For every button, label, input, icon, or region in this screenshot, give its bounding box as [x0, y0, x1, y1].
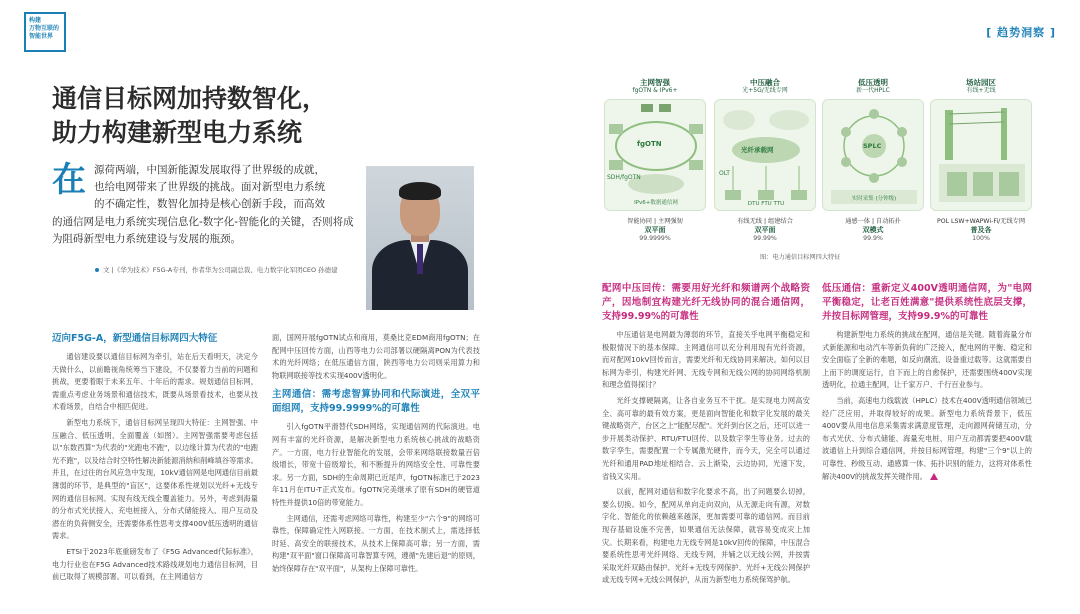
paragraph: [822, 395, 1032, 483]
diagram-zone: [930, 78, 1032, 242]
badge-line: 构建: [29, 17, 42, 24]
zone-feature: POL LSW+WAPWi-Fi/无线专网: [936, 218, 1026, 225]
zone-subtitle: 新一代HPLC: [856, 87, 890, 94]
paragraph: 光纤支撑硬隔离，让各自业务互不干扰。是实现电力网高安全、高可靠的最有效方案，更是面向智能化和数字化发展的最关键战略资产，台区之上"能配尽配"。光纤到台区之后，还可以进一步开展类动保护、RTU/FTU回传、以及数字孪生等业务。过去的数字孪生，需要配置一个专属激光硬件，而今天，完全可以通过光纤和通用PAD地址相结合、云上渐染，云边协同，光速下发，省钱又实用。: [602, 395, 810, 481]
byline-text: 文 |《华为技术》F5G-A专刊，作者华为公司副总裁、电力数字化军团CEO 孙德建: [103, 266, 338, 274]
diagram-zone: [714, 78, 816, 242]
zone-reliability: 100%: [972, 235, 990, 242]
zone-center-label: 光纤承载网: [741, 146, 774, 154]
zone-subtitle: 有线+无线: [966, 87, 996, 94]
target-network-diagram: [604, 78, 1034, 248]
zone-mode: 普及各: [970, 226, 992, 234]
zone-bottom-label: IPv6+数据通信网: [634, 200, 678, 206]
zone-title: 低压透明: [858, 78, 888, 87]
zone-feature: 通感一体 | 自动拓扑: [845, 218, 901, 225]
zone-mode: 双平面: [644, 226, 666, 234]
zone-center-label: SPLC: [863, 142, 882, 150]
byline-bullet-icon: [95, 268, 99, 272]
end-mark-icon: [930, 473, 938, 480]
paragraph: 主网通信，还需考虑网络可靠性，构建至少"六个9"的网络可靠性，保障确定性入网联接。一方面，在技术制式上，需选择低时延、高安全的联接技术，从技术上保障高可靠；另一方面，需构建"双平面"窗口保障高可靠智算专网，遵循"先建后退"的原则，始终保障存在"双平面"，从架构上保障可靠性。: [272, 513, 480, 573]
zone-illustration: [930, 99, 1032, 211]
zone-feature: 有线无线 | 组建结合: [737, 218, 793, 225]
zone-center-label: fgOTN: [637, 140, 662, 148]
zone-title: 中压融合: [750, 78, 780, 87]
article-column-2: [272, 332, 480, 579]
title-line-1: 通信目标网加持数智化，: [52, 84, 328, 113]
zone-subtitle: 光+5G/无线专网: [742, 87, 788, 94]
paragraph: 以前，配网对通信和数字化要求不高，出了问题要么切掉，要么切换。如今，配网从单向走向双向，从无源走向有源，对数字化、智能化的依赖越来越深，更加需要可靠的通信网。而目前现存基础设施不完善，如果通信无法保障，就容易变成灾上加灾。长期来看，构建电力无线专网是10kV回传的保障，中压混合要系统性思考光纤网络、无线专网，并辅之以无线公网，并按需采取光纤双路由保护、光纤+无线专网保护、光纤+无线公网保护或无线专网+无线公网保护，从而为新型电力系统保驾护航。: [602, 487, 810, 585]
section-tag: [ 趋势洞察 ]: [986, 26, 1056, 39]
paragraph: 通信建设要以通信目标网为牵引，站在后天看明天，决定今天做什么，以前瞻视角统筹当下建设，不仅要着力当前的问题和挑战，更要着眼于未来五年、十年后的需求。规划通信目标网，需重点考虑业务场景和通信技术，既要从场景看技术，也要从技术看场景，自结合中相匹促进。: [52, 352, 258, 412]
figure-caption: 图：电力通信目标网四大特征: [760, 254, 841, 261]
zone-illustration: [604, 99, 706, 211]
zone-side-label: OLT: [719, 170, 730, 177]
zone-title: 场站园区: [966, 78, 996, 87]
section-badge: [24, 12, 66, 52]
zone-subtitle: fgOTN & IPv6+: [632, 87, 678, 94]
zone-reliability: 99.99%: [753, 235, 777, 242]
zone-mode: 双平面: [754, 226, 776, 234]
article-column-3: [602, 282, 810, 590]
section-heading: 迈向F5G-A，新型通信目标网四大特征: [52, 333, 218, 344]
zone-reliability: 99.9%: [863, 235, 883, 242]
paragraph: 构建新型电力系统的挑战在配网，通信是关键。随着海量分布式新能源和电动汽车等新负荷的广泛接入，配电网的平衡、稳定和安全面临了全新的难题，如反向潮流、设备重过载等。这就需要自上而下的调度运行，自下而上的自愈保护，还需要围绕400V实现透明化，拉通主配网，让千家万户、千行百业参与。: [822, 330, 1032, 390]
title-line-2: 助力构建新型电力系统: [52, 118, 303, 147]
paragraph-text: 当前，高速电力线载波（HPLC）技术在400V透明通信领域已经广泛应用，并取得较好的成果。新型电力系统背景下，低压400V要从用电信息采集需求满意度管理，走向源网荷储互动，分布式光伏、分布式储能、海量充电桩、用户互动都需要把400V载波通信上升到综合通信网，并按目标网管理，构建"三个9"以上的可靠性、秒级互动、通感算一体、拓扑识别的能力，这将对体系性解决400V的挑战发挥关键作用。: [822, 395, 1032, 481]
diagram-zone: [822, 78, 924, 242]
zone-feature: 智能协同 | 主网强韧: [627, 218, 683, 225]
intro-line: 也给电网带来了世界级的挑战。面对新型电力系统: [94, 181, 325, 193]
paragraph: 引入fgOTN平滑替代SDH网络，实现通信网的代际演进。电网有丰富的光纤资源，是解决新型电力系统核心挑战的战略资产。一方面，电力行业智能化的发展，会带来网络联接数量百倍级增长，带宽十倍级增长，和不断提升的网络安全性、可靠性要求。另一方面，SDH的生命周期已近尾声，fgOTN标准已于2023年11月在ITU-T正式发布。fgOTN完美继承了原有SDH的硬管道特性并提供10倍的带宽能力。: [272, 422, 480, 507]
section-heading: 主网通信：需考虑智算协同和代际演进，全双平面组网，支持99.9999%的可靠性: [272, 389, 480, 415]
zone-title: 主网智强: [640, 78, 670, 87]
zone-bottom-label: 实时采集 (分钟级): [851, 196, 897, 202]
badge-line: 万物互联的: [29, 25, 60, 32]
intro-line: 的不确定性，数智化加持是核心创新手段，而高效: [94, 198, 325, 210]
zone-illustration: [714, 99, 816, 211]
paragraph: ETSI于2023年底重磅发布了《F5G Advanced代际标准》，电力行业也在F5G Advanced技术路线规划电力通信目标网，目前已取得了规模部署。可以看到，在主网通信方: [52, 546, 258, 582]
intro-line: 源荷两端，中国新能源发展取得了世界级的成就，: [94, 164, 325, 176]
article-column-4: [822, 282, 1032, 486]
intro-continuation: 的通信网是电力系统实现信息化-数字化-智能化的关键，否则将成为阻碍新型电力系统建设与发展的瓶颈。: [52, 216, 354, 245]
article-column-1: [52, 332, 258, 587]
badge-line: 智能世界: [29, 33, 54, 40]
byline: [95, 265, 338, 274]
paragraph: 中压通信是电网最为薄弱的环节，直接关乎电网平衡稳定和极限情况下的基本保障。主网通信可以充分利用现有光纤资源，而对配网10kV回传而言，需要光纤和无线协同来解决。如何以目标网为牵引，构建光纤网、无线专网和无线公网的协同网络机制和理念值得探讨？: [602, 330, 810, 390]
page-title: [52, 82, 352, 150]
zone-reliability: 99.9999%: [639, 235, 671, 242]
paragraph: 面，国网开展fgOTN试点和商用，莫桑比克EDM商用fgOTN；在配网中压回传方面，山西等电力公司部署以硬隔离PON为代表技术的光纤网络；在低压通信方面，陕西等电力公司则采用算力和物联网联接等技术实现400V透明化。: [272, 333, 480, 380]
drop-cap: 在: [52, 160, 86, 200]
zone-bottom-label: DTU FTU TTU: [747, 201, 785, 207]
intro-paragraph: [52, 162, 352, 213]
zone-side-label: SDH/fgOTN: [607, 174, 641, 181]
zone-illustration: [822, 99, 924, 211]
paragraph: 新型电力系统下，通信目标网呈现四大特征：主网智强、中压融合、低压透明、全面覆盖（如图）。主网智强需要考虑包括以"东数西算"为代表的"光跑电不跑"，以边缘计算为代表的"电跑光不跑"，以及结合时空特性解决新能源消纳和削峰填谷等需求。并且，在过往的台风应急中发现，10kV通信网是电网通信目前最薄弱的环节，是典型的"盲区"，这要体系性规划以光纤+无线专网的通信目标网。实现有线无线全覆盖能力。另外，考虑到海量的分布式光伏接入、充电桩接入，分布式储能接入、用户互动及潜在的负荷侧安全，还需要体系性思考支撑400V低压透明的通信需求。: [52, 417, 258, 541]
section-heading: 低压通信：重新定义400V透明通信网，为"电网平衡稳定，让老百姓满意"提供系统性底层支撑，并按目标网管理，支持99.9%的可靠性: [822, 283, 1032, 322]
diagram-zone: [604, 78, 706, 242]
author-portrait: [366, 166, 474, 310]
section-heading: 配网中压回传：需要用好光纤和频谱两个战略资产，因地制宜构建光纤无线协同的混合通信网，支持99.99%的可靠性: [602, 283, 810, 322]
zone-mode: 双模式: [862, 226, 884, 234]
